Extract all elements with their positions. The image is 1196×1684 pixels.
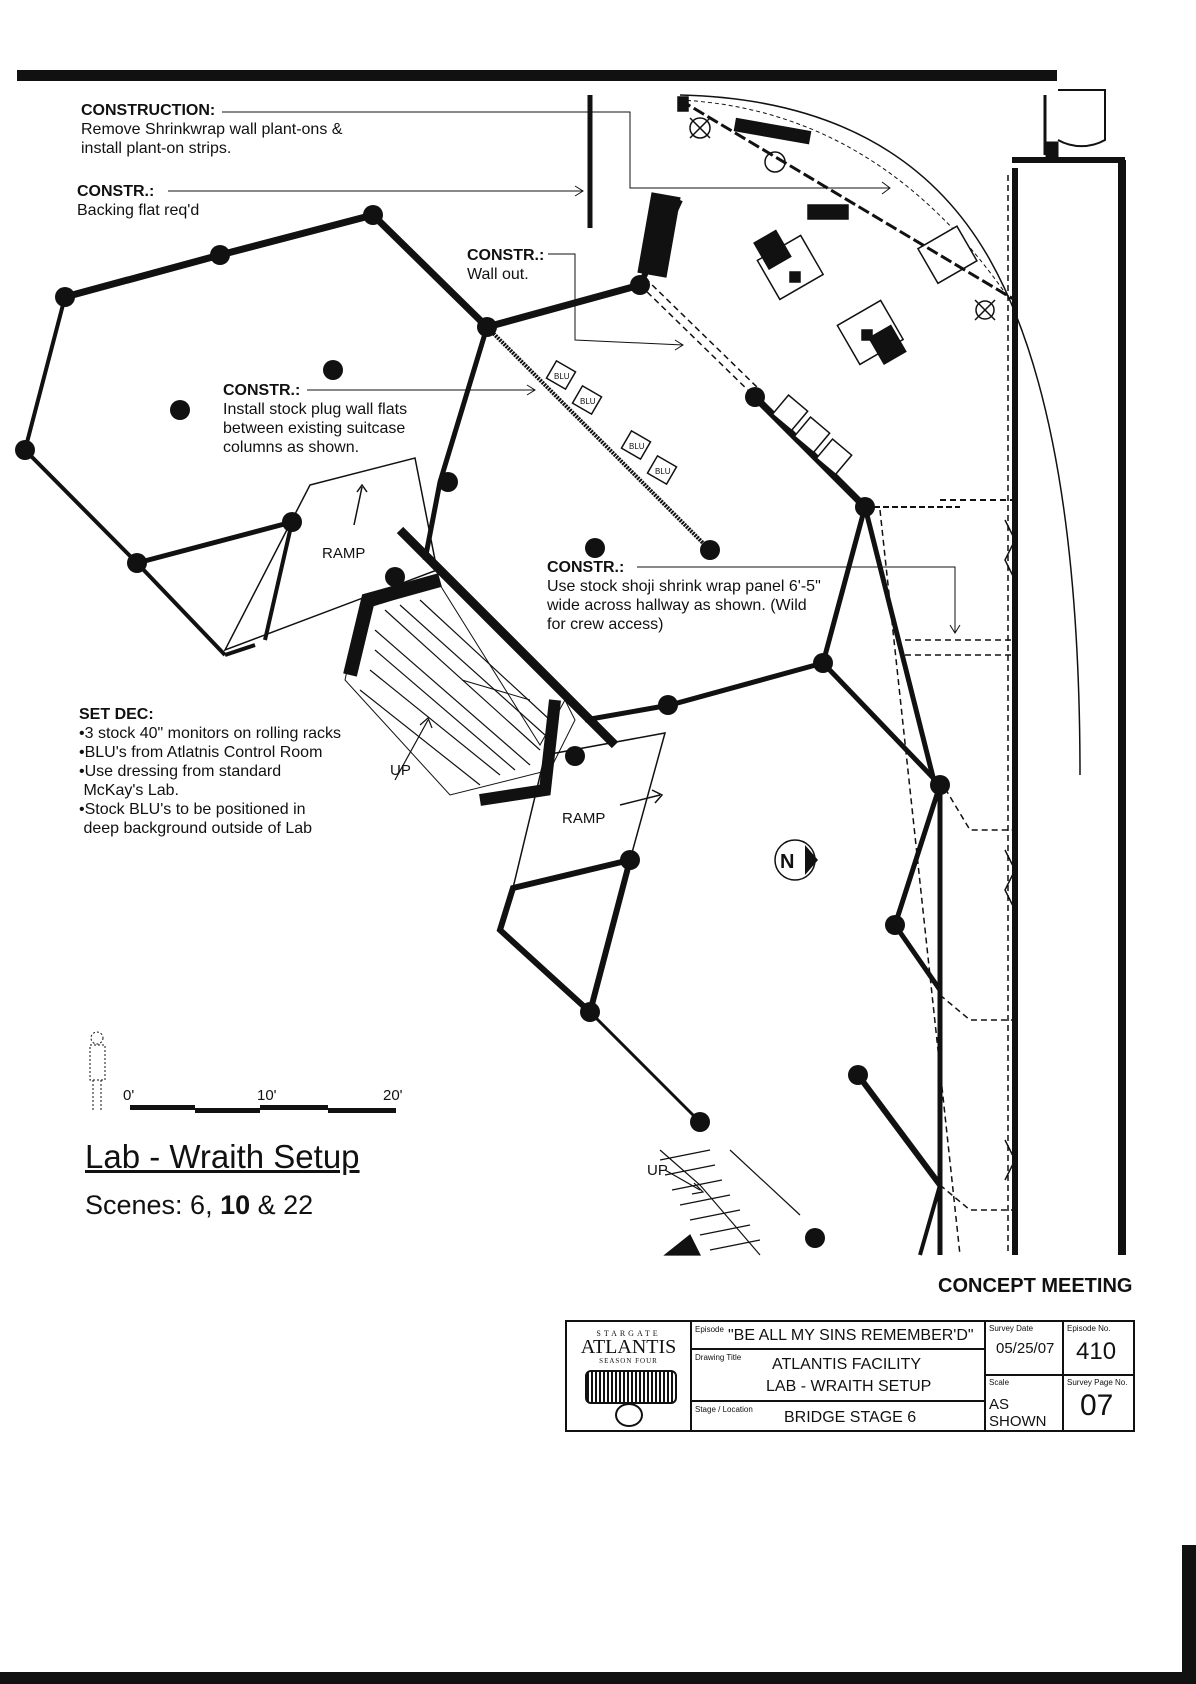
ramp-label-1: RAMP: [322, 545, 366, 562]
note-line: •Stock BLU's to be positioned in: [79, 801, 306, 818]
note-line: wide across hallway as shown. (Wild: [547, 597, 807, 614]
episode-value: "BE ALL MY SINS REMEMBER'D": [728, 1327, 974, 1344]
logo-main: ATLANTIS: [580, 1336, 677, 1358]
north-arrow: [775, 840, 818, 880]
note-line: between existing suitcase: [223, 420, 406, 437]
stage-value: BRIDGE STAGE 6: [784, 1409, 917, 1426]
note-wall-out: [467, 246, 544, 284]
scenes-prefix: Scenes: 6,: [85, 1190, 221, 1220]
note-shoji: [547, 558, 821, 634]
stage-cell: [692, 1402, 986, 1430]
up-label-2: UP: [647, 1162, 668, 1179]
note-heading: CONSTR.:: [223, 382, 301, 399]
note-heading: CONSTRUCTION:: [81, 102, 216, 119]
note-construction: [81, 101, 342, 158]
drawing-title-line1: ATLANTIS FACILITY: [772, 1356, 922, 1373]
scale-cell: [986, 1376, 1064, 1430]
note-line: •BLU's from Atlatnis Control Room: [79, 744, 323, 761]
episode-cell: [692, 1322, 986, 1350]
episode-no-cell: [1064, 1322, 1133, 1376]
blu-label: BLU: [655, 467, 671, 476]
blu-label: BLU: [580, 397, 596, 406]
survey-page-caption: Survey Page No.: [1067, 1378, 1128, 1387]
note-heading: SET DEC:: [79, 706, 154, 723]
lab-furniture: [638, 97, 1015, 364]
survey-page-value: 07: [1080, 1389, 1114, 1422]
scale-value: AS SHOWN: [989, 1396, 1047, 1430]
monitor-racks: [772, 395, 851, 474]
up-label-1: UP: [390, 762, 411, 779]
bottom-border-bar: [0, 1672, 1196, 1684]
note-heading: CONSTR.:: [77, 183, 155, 200]
note-line: Remove Shrinkwrap wall plant-ons &: [81, 121, 343, 138]
human-scale-figure: [90, 1032, 105, 1112]
logo-season: SEASON FOUR: [599, 1357, 658, 1365]
note-line: McKay's Lab.: [79, 782, 179, 799]
stairs-1: [345, 580, 575, 800]
top-border-bar: [17, 70, 1057, 81]
note-set-dec: [79, 705, 341, 838]
note-line: for crew access): [547, 616, 664, 633]
survey-page-cell: [1064, 1376, 1133, 1430]
blu-label: BLU: [554, 372, 570, 381]
lower-room: [500, 785, 940, 1255]
center-walls: [400, 200, 960, 785]
logo-badge-icon: [585, 1370, 677, 1404]
note-line: Backing flat req'd: [77, 202, 200, 219]
scale-bar: [123, 1087, 403, 1113]
north-label: N: [780, 851, 795, 873]
blu-label: BLU: [629, 442, 645, 451]
episode-no-caption: Episode No.: [1067, 1324, 1111, 1333]
scale-tick-20: 20': [383, 1087, 403, 1104]
note-backing-flat: [77, 182, 199, 220]
curved-wall: [680, 95, 1080, 775]
drawing-title-cell: [692, 1350, 986, 1402]
drawing-title-caption: Drawing Title: [695, 1353, 742, 1362]
drawing-title-line2: LAB - WRAITH SETUP: [766, 1378, 932, 1395]
note-line: •3 stock 40" monitors on rolling racks: [79, 725, 342, 742]
episode-caption: Episode: [695, 1325, 724, 1334]
note-plug-wall: [223, 381, 407, 457]
note-line: install plant-on strips.: [81, 140, 232, 157]
scenes-list: [85, 1190, 313, 1221]
scale-tick-10: 10': [257, 1087, 277, 1104]
note-line: columns as shown.: [223, 439, 360, 456]
note-line: Wall out.: [467, 266, 529, 283]
note-line: •Use dressing from standard: [79, 763, 282, 780]
logo-cell: [567, 1322, 692, 1430]
logo-emblem-icon: [615, 1403, 643, 1427]
survey-date-caption: Survey Date: [989, 1324, 1034, 1333]
corridor-walls: [880, 90, 1125, 1255]
right-edge-bar: [1182, 1545, 1196, 1684]
scenes-suffix: & 22: [250, 1190, 314, 1220]
survey-date-cell: [986, 1322, 1064, 1376]
stairs-2: [660, 1150, 800, 1255]
note-line: Use stock shoji shrink wrap panel 6'-5": [547, 578, 821, 595]
ramp-label-2: RAMP: [562, 810, 606, 827]
note-line: Install stock plug wall flats: [223, 401, 408, 418]
concept-meeting-label: CONCEPT MEETING: [938, 1275, 1133, 1297]
scenes-bold: 10: [220, 1190, 251, 1220]
drawing-title: Lab - Wraith Setup: [85, 1138, 360, 1175]
scale-tick-0: 0': [123, 1087, 135, 1104]
note-line: deep background outside of Lab: [79, 820, 313, 837]
note-heading: CONSTR.:: [547, 559, 625, 576]
episode-no-value: 410: [1076, 1338, 1117, 1365]
survey-date-value: 05/25/07: [996, 1340, 1055, 1357]
scale-caption: Scale: [989, 1378, 1010, 1387]
note-heading: CONSTR.:: [467, 247, 545, 264]
logo-top: STARGATE: [596, 1329, 661, 1338]
title-block: [565, 1320, 1135, 1432]
stage-caption: Stage / Location: [695, 1405, 753, 1414]
